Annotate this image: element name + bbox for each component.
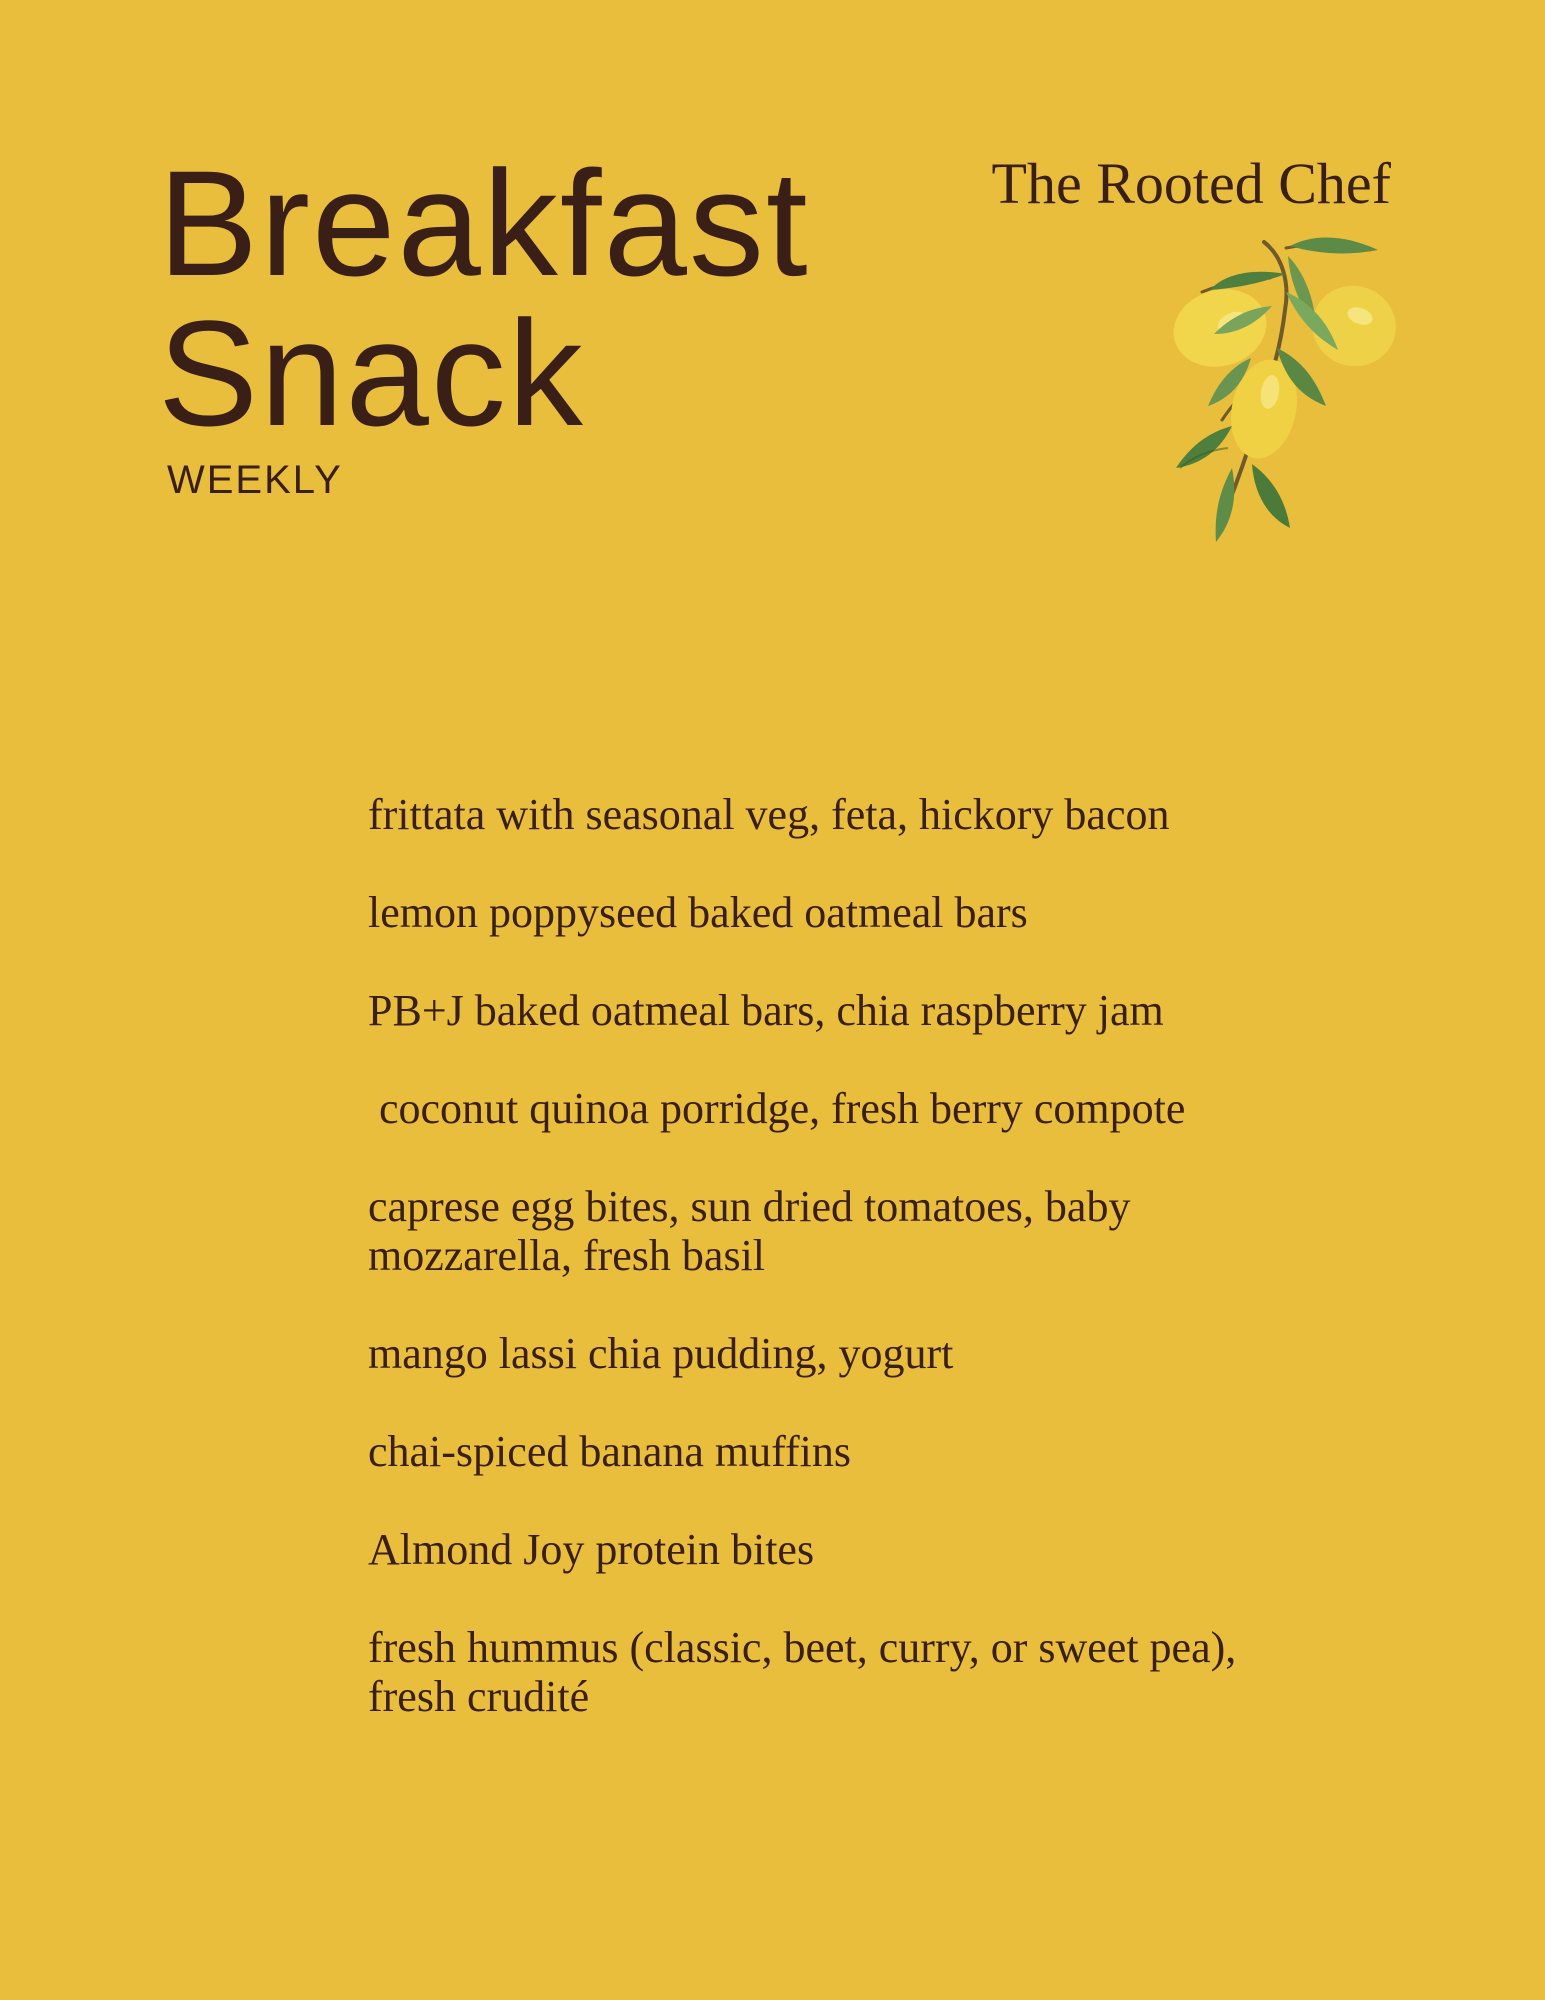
menu-item: mango lassi chia pudding, yogurt: [368, 1329, 954, 1378]
menu-item: PB+J baked oatmeal bars, chia raspberry jam: [368, 986, 1164, 1035]
menu-item: caprese egg bites, sun dried tomatoes, baby mozzarella, fresh basil: [368, 1182, 1131, 1280]
brand-name: The Rooted Chef: [991, 151, 1391, 216]
lemon-branch-icon: [1140, 230, 1400, 550]
menu-item: lemon poppyseed baked oatmeal bars: [368, 888, 1028, 937]
title-line-snack: Snack: [158, 289, 585, 457]
menu-item: chai-spiced banana muffins: [368, 1427, 852, 1476]
page-subtitle: WEEKLY: [167, 458, 343, 502]
menu-item: Almond Joy protein bites: [368, 1525, 815, 1574]
menu-item: fresh hummus (classic, beet, curry, or sweet pea), fresh crudité: [368, 1623, 1237, 1721]
menu-list: [368, 790, 1328, 1770]
menu-item: frittata with seasonal veg, feta, hickory bacon: [368, 790, 1170, 839]
page-title: [158, 139, 810, 457]
menu-item: coconut quinoa porridge, fresh berry compote: [368, 1084, 1186, 1133]
title-line-breakfast: Breakfast: [158, 139, 810, 307]
